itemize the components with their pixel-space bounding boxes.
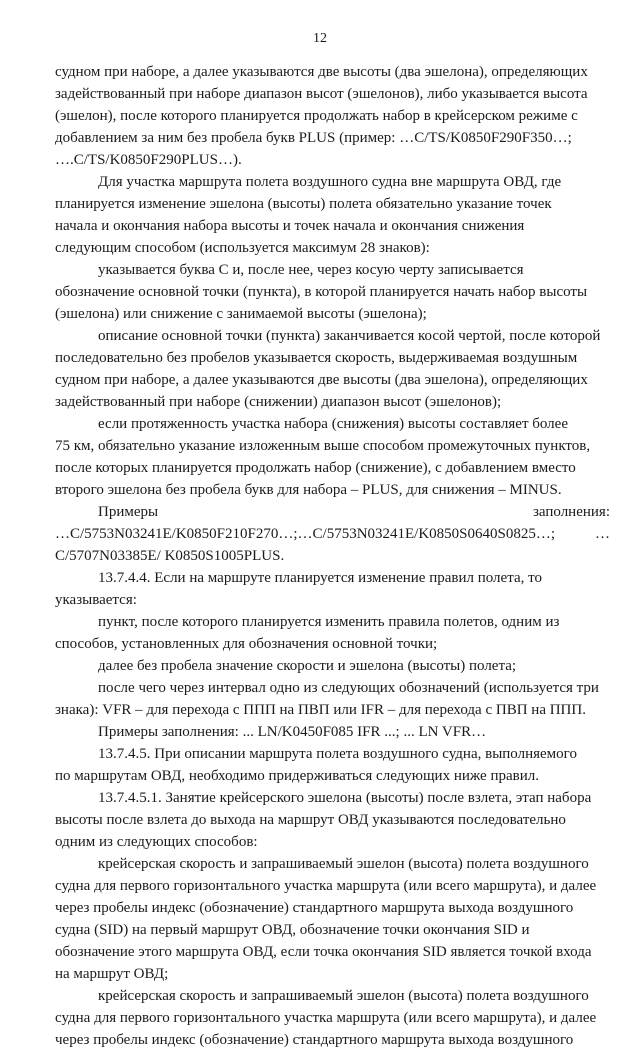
text-line: по маршрутам ОВД, необходимо придерживаться следующих ниже правил. bbox=[55, 768, 539, 784]
paragraph-start: пункт, после которого планируется изменить правила полетов, одним из bbox=[98, 614, 560, 630]
text-line: судна для первого горизонтального участка маршрута (или всего маршрута), и далее bbox=[55, 878, 597, 894]
text-line: способов, установленных для обозначения основной точки; bbox=[55, 636, 438, 652]
text-line: судна (SID) на первый маршрут ОВД, обозначение точки окончания SID и bbox=[55, 922, 530, 938]
text-line: задействованный при наборе диапазон высот (эшелонов), либо указывается высота bbox=[55, 86, 588, 102]
text-line: обозначение этого маршрута ОВД, если точка окончания SID является точкой входа bbox=[55, 944, 592, 960]
text-line: судна для первого горизонтального участка маршрута (или всего маршрута), и далее bbox=[55, 1010, 597, 1026]
text-line: начала и окончания набора высоты и точек начала и окончания снижения bbox=[55, 218, 525, 234]
section-13-7-4-4: 13.7.4.4. Если на маршруте планируется изменение правил полета, то bbox=[98, 570, 542, 586]
text-line: планируется изменение эшелона (высоты) полета обязательно указание точек bbox=[55, 196, 552, 212]
section-13-7-4-5-1: 13.7.4.5.1. Занятие крейсерского эшелона (высоты) после взлета, этап набора bbox=[98, 790, 592, 806]
paragraph-start: описание основной точки (пункта) заканчивается косой чертой, после которой bbox=[98, 328, 601, 344]
examples-line: Примеры заполнения: ... LN/K0450F085 IFR ...; ... LN VFR… bbox=[98, 724, 487, 740]
text-line: добавлением за ним без пробела букв PLUS (пример: …C/TS/K0850F290F350…; bbox=[55, 130, 572, 146]
text-line: через пробелы индекс (обозначение) стандартного маршрута выхода воздушного bbox=[55, 1032, 574, 1048]
example-code: C/5707N03385E/ K0850S1005PLUS. bbox=[55, 548, 285, 564]
text-line: на маршрут ОВД; bbox=[55, 966, 169, 982]
examples-label: Примеры bbox=[98, 504, 159, 520]
text-line: (эшелона) или снижение с занимаемой высоты (эшелона); bbox=[55, 306, 427, 322]
paragraph-start: если протяженность участка набора (снижения) высоты составляет более bbox=[98, 416, 568, 432]
paragraph-start: крейсерская скорость и запрашиваемый эшелон (высота) полета воздушного bbox=[98, 988, 589, 1004]
text-line: задействованный при наборе (снижении) диапазон высот (эшелонов); bbox=[55, 394, 502, 410]
text-line: после которых планируется продолжать набор (снижение), с добавлением вместо bbox=[55, 460, 576, 476]
section-13-7-4-5: 13.7.4.5. При описании маршрута полета воздушного судна, выполняемого bbox=[98, 746, 577, 762]
text-line: судном при наборе, а далее указываются две высоты (два эшелона), определяющих bbox=[55, 372, 588, 388]
text-line: следующим способом (используется максимум 28 знаков): bbox=[55, 240, 430, 256]
paragraph-start: далее без пробела значение скорости и эшелона (высоты) полета; bbox=[98, 658, 517, 674]
example-code: …C/5753N03241E/K0850F210F270…;…C/5753N03241E/K0850S0640S0825…; bbox=[55, 526, 556, 542]
text-line: второго эшелона без пробела букв для набора – PLUS, для снижения – MINUS. bbox=[55, 482, 562, 498]
text-line: через пробелы индекс (обозначение) стандартного маршрута выхода воздушного bbox=[55, 900, 574, 916]
body-text bbox=[55, 61, 610, 1051]
paragraph-start: после чего через интервал одно из следующих обозначений (используется три bbox=[98, 680, 599, 696]
text-line: знака): VFR – для перехода с ППП на ПВП или IFR – для перехода с ПВП на ППП. bbox=[55, 702, 586, 718]
example-ellipsis: … bbox=[595, 526, 610, 542]
examples-line bbox=[55, 501, 610, 523]
examples-label-tail: заполнения: bbox=[532, 504, 610, 520]
text-line: судном при наборе, а далее указываются две высоты (два эшелона), определяющих bbox=[55, 64, 588, 80]
text-line: одним из следующих способов: bbox=[55, 834, 258, 850]
examples-line bbox=[55, 523, 610, 545]
text-line: 75 км, обязательно указание изложенным выше способом промежуточных пунктов, bbox=[55, 438, 591, 454]
paragraph-start: Для участка маршрута полета воздушного судна вне маршрута ОВД, где bbox=[98, 174, 562, 190]
text-line: ….C/TS/K0850F290PLUS…). bbox=[55, 152, 242, 168]
paragraph-start: указывается буква С и, после нее, через косую черту записывается bbox=[98, 262, 524, 278]
text-line: высоты после взлета до выхода на маршрут ОВД указываются последовательно bbox=[55, 812, 566, 828]
text-line: (эшелон), после которого планируется продолжать набор в крейсерском режиме с bbox=[55, 108, 578, 124]
text-line: обозначение основной точки (пункта), в которой планируется начать набор высоты bbox=[55, 284, 588, 300]
text-line: последовательно без пробелов указывается скорость, выдерживаемая воздушным bbox=[55, 350, 578, 366]
page-number: 12 bbox=[313, 31, 327, 46]
text-line: указывается: bbox=[55, 592, 137, 608]
paragraph-start: крейсерская скорость и запрашиваемый эшелон (высота) полета воздушного bbox=[98, 856, 589, 872]
